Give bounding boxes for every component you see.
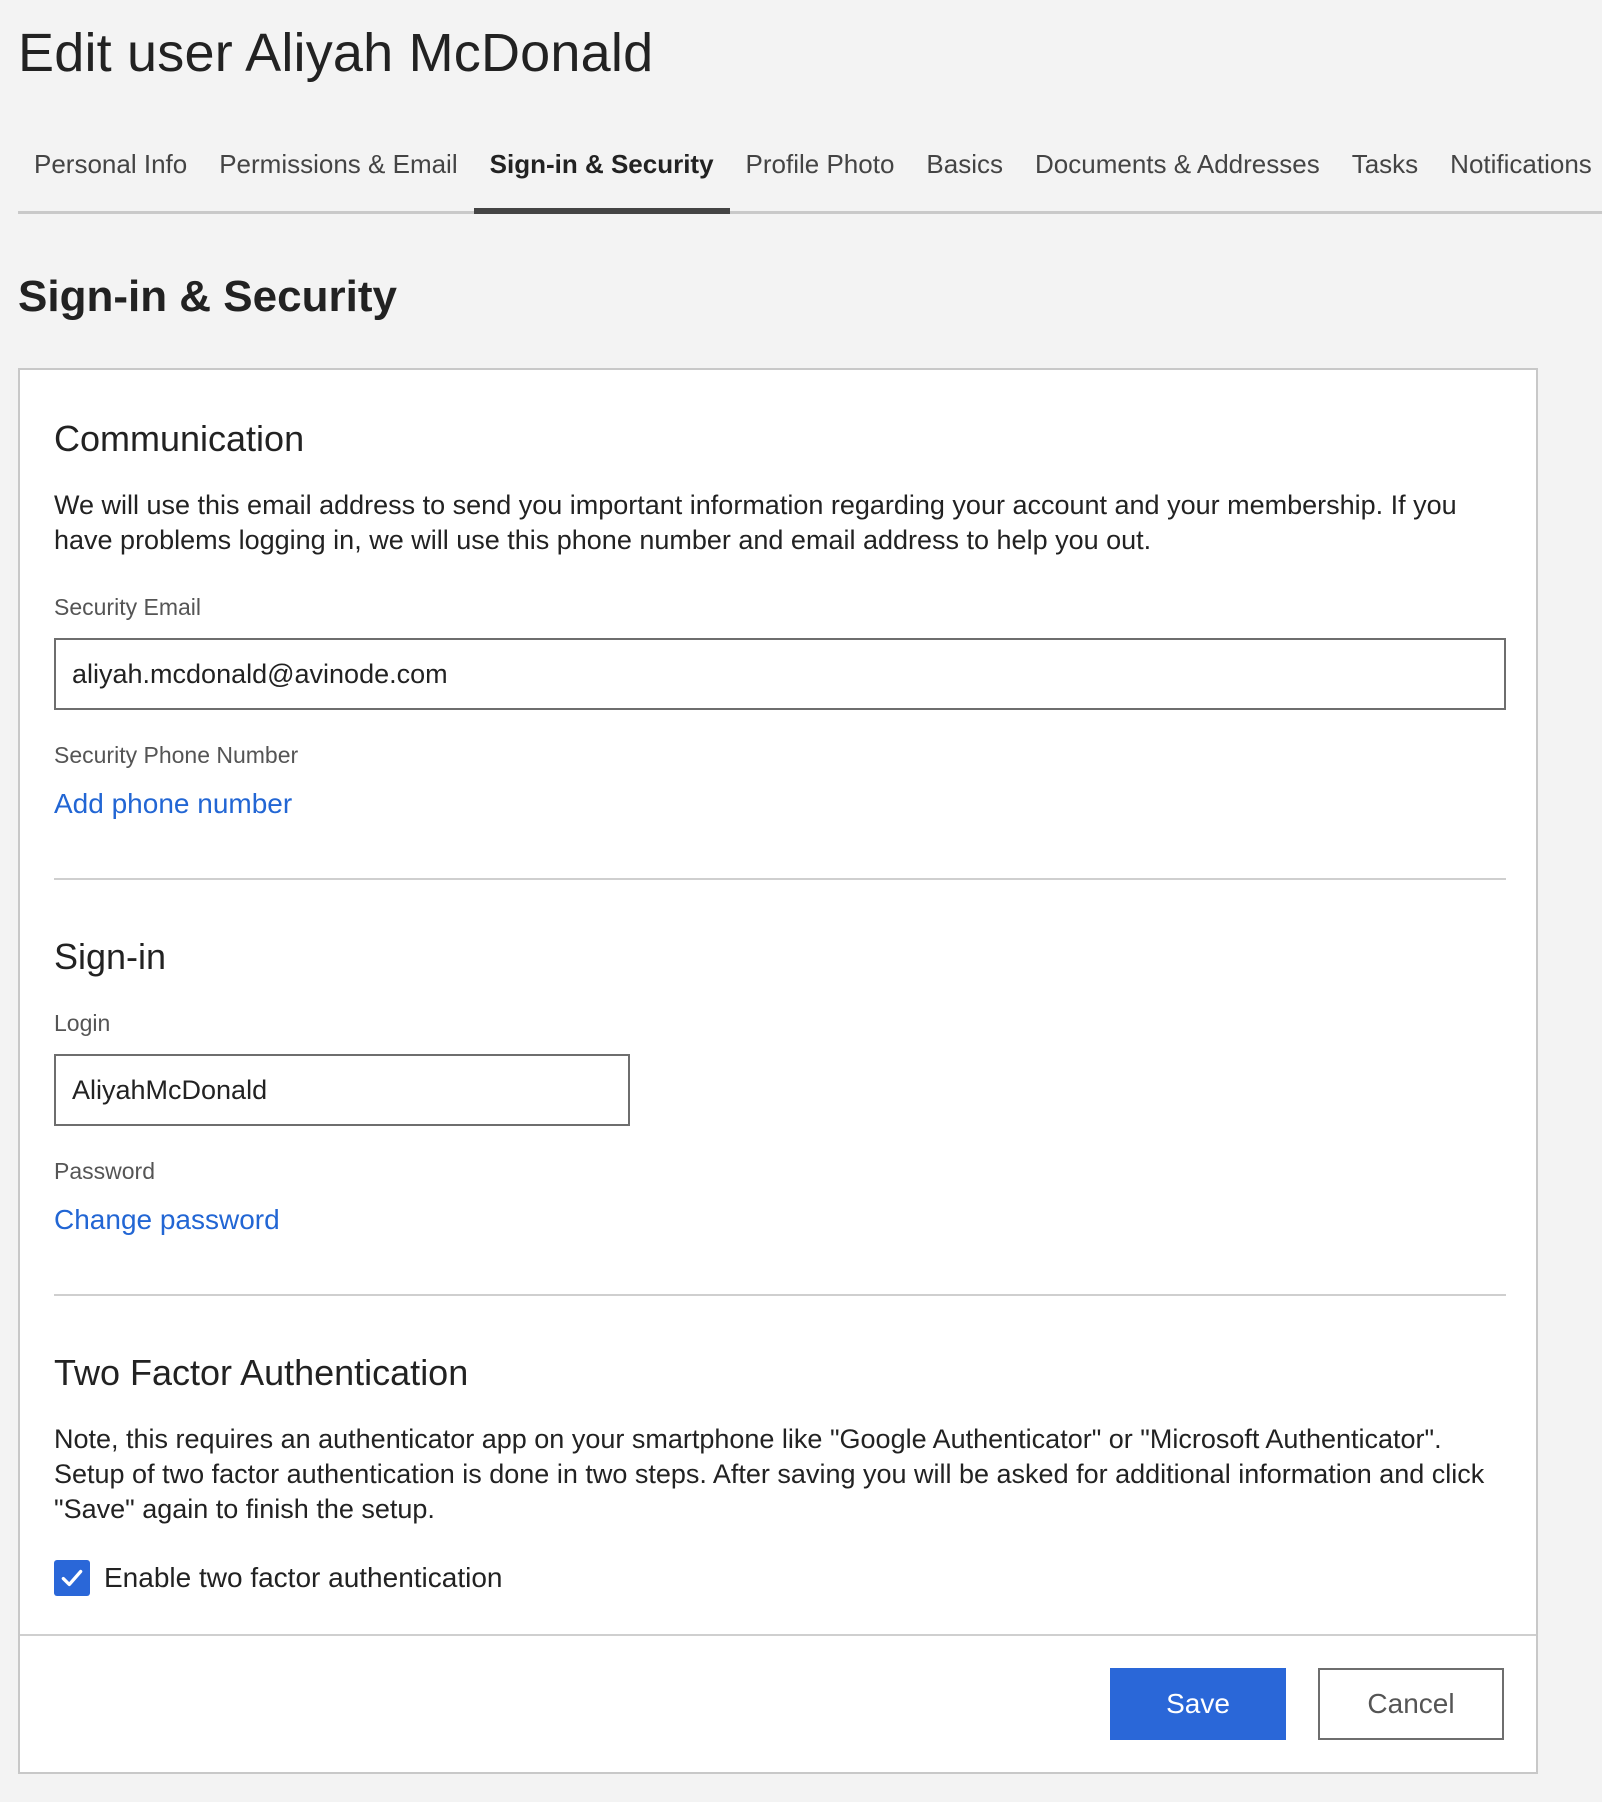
login-label: Login [54,1010,111,1036]
enable-2fa-row[interactable] [54,1560,502,1596]
page-title: Edit user Aliyah McDonald [18,23,654,83]
tab-notifications[interactable]: Notifications [1450,149,1592,179]
tab-personal-info[interactable]: Personal Info [34,149,188,179]
cancel-button[interactable]: Cancel [1318,1668,1504,1740]
settings-card [18,368,1538,1774]
communication-description: We will use this email address to send you important information regarding your account and your membership. If you have problems logging in, we will use this phone number and email address to help you out. [54,490,1457,555]
two-factor-title: Two Factor Authentication [54,1352,469,1393]
login-input[interactable] [54,1054,630,1126]
card-footer [20,1634,1536,1772]
add-phone-number-link[interactable]: Add phone number [54,788,293,819]
divider-communication [54,878,1506,880]
password-label: Password [54,1158,155,1184]
tab-documents-addresses[interactable]: Documents & Addresses [1035,149,1320,179]
save-button[interactable]: Save [1110,1668,1286,1740]
security-email-label: Security Email [54,594,201,620]
change-password-link[interactable]: Change password [54,1204,280,1235]
two-factor-note: Note, this requires an authenticator app on your smartphone like "Google Authenticator" or "Microsoft Authenticator". Setup of two factor authentication is done in two steps. After saving you will be asked for additional information and click "Save" again to finish the setup. [54,1424,1485,1524]
tab-tasks[interactable]: Tasks [1351,149,1419,179]
tab-profile-photo[interactable]: Profile Photo [745,149,895,179]
divider-signin [54,1294,1506,1296]
tab-basics[interactable]: Basics [926,149,1003,179]
checkmark-icon [59,1565,85,1591]
security-email-input[interactable] [54,638,1506,710]
tab-bar [18,140,1602,214]
security-phone-label: Security Phone Number [54,742,299,768]
tab-sign-in-security[interactable]: Sign-in & Security [474,140,730,211]
communication-title: Communication [54,418,305,459]
signin-title: Sign-in [54,936,167,977]
enable-2fa-checkbox[interactable] [54,1560,90,1596]
enable-2fa-label[interactable]: Enable two factor authentication [104,1562,503,1593]
tab-permissions-email[interactable]: Permissions & Email [219,149,458,179]
section-title: Sign-in & Security [18,272,397,321]
